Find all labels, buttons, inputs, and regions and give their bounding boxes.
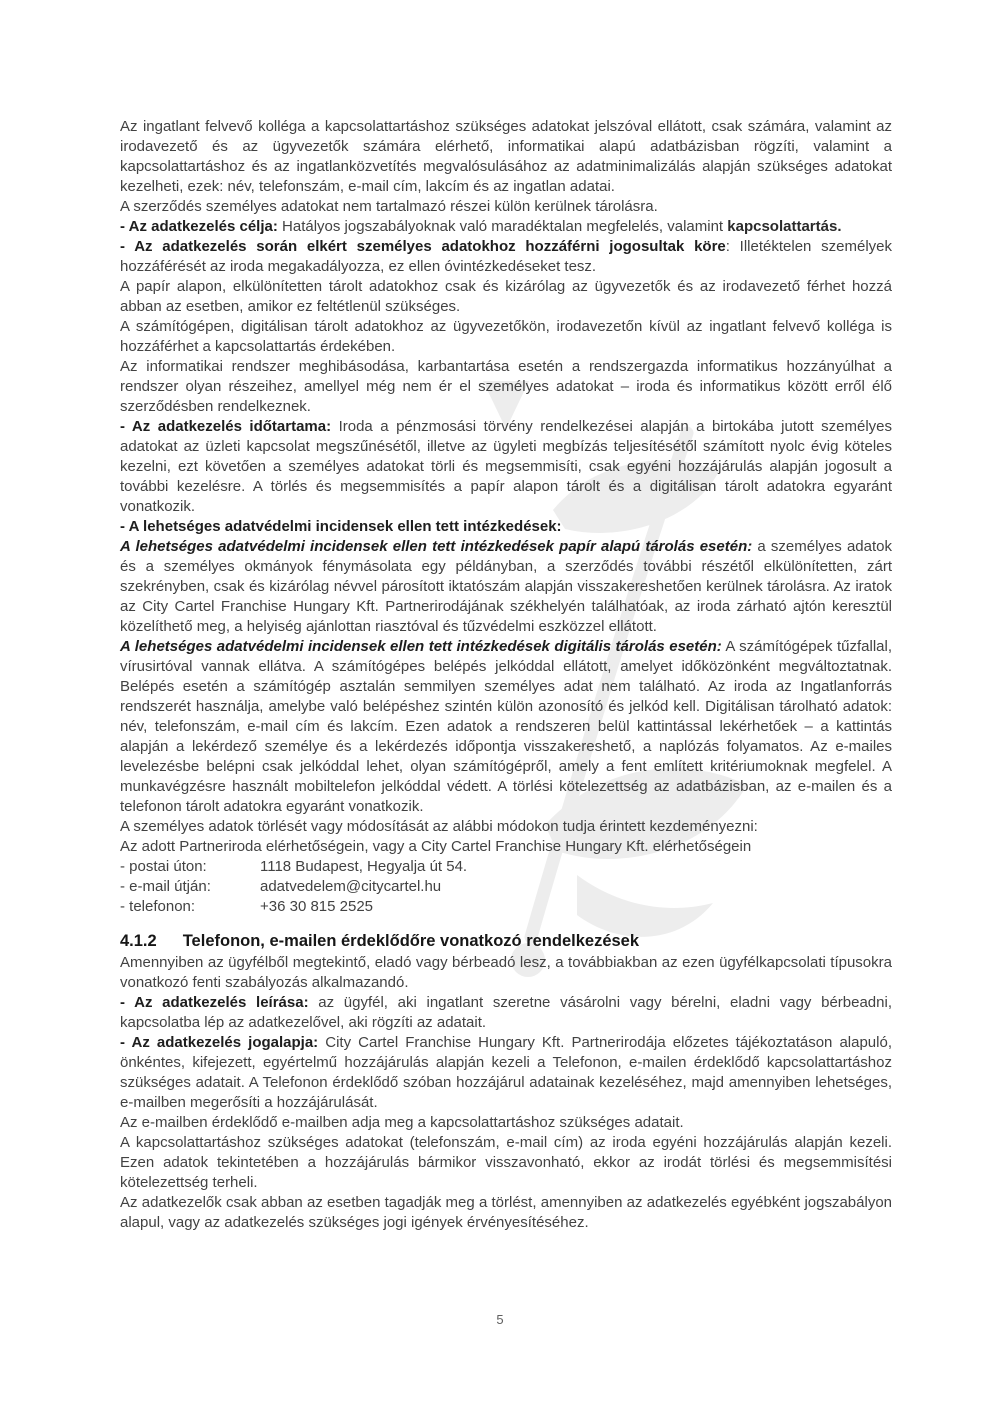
email-address: adatvedelem@citycartel.hu xyxy=(260,878,442,895)
paragraph xyxy=(120,117,892,197)
contact-row-email xyxy=(120,877,892,897)
section-title: Telefonon, e-mailen érdeklődőre vonatkozó rendelkezések xyxy=(182,932,640,950)
contact-row-postal xyxy=(120,857,892,877)
paragraph xyxy=(120,1113,892,1133)
paragraph-text: Az adott Partneriroda elérhetőségein, vagy a City Cartel Franchise Hungary Kft. elérhetőségein xyxy=(120,838,752,855)
phone-number: +36 30 815 2525 xyxy=(260,898,374,915)
paragraph-text: Iroda a pénzmosási törvény rendelkezései alapján a birtokába jutott személyes adatokat az üzleti kapcsolat megszűnésétől, illetve az ügyleti megbízás teljesítésétől számított nyolc évig köteles kezelni, ezt követően a személyes adatokat törli és megsemmisíti, csak egyéni hozzájárulás alapján jogosult a további kezelésre. A törlés és megsemmisítés a papír alapon tárolt és a digitálisan tárolt adatokra egyaránt vonatkozik. xyxy=(120,418,892,515)
paragraph-text: A papír alapon, elkülönítetten tárolt adatokhoz csak és kizárólag az ügyvezetők és az irodavezető férhet hozzá abban az esetben, amikor ez feltétlenül szükséges. xyxy=(120,278,892,315)
paragraph xyxy=(120,837,892,857)
contact-row-phone xyxy=(120,897,892,917)
paragraph xyxy=(120,637,892,817)
paragraph-text: a személyes adatok és a személyes okmányok fénymásolata egy példányban, a szerződés további részétől elkülönítetten, zárt szekrényben, csak és kizárólag névvel párosított iktatószám alapján visszakereshetően kerülnek tárolásra. Az iratok az City Cartel Franchise Hungary Kft. Partnerirodájának székhelyén találhatóak, az iroda zárható ajtón keresztül közelíthető meg, a helyiség ajánlottan riasztóval és tűzvédelmi eszközzel ellátott. xyxy=(120,538,892,635)
paragraph xyxy=(120,537,892,637)
paragraph-text: City Cartel Franchise Hungary Kft. Partnerirodája előzetes tájékoztatáson alapuló, önkéntes, kifejezett, egyértelmű hozzájárulás alapján kezeli a Telefonon, e-mailen érdeklődő kapcsolattartáshoz szükséges adatait. A Telefonon érdeklődő szóban hozzájárul adatainak kezeléséhez, majd amennyiben lehetséges, e-mailben megerősíti a hozzájárulását. xyxy=(120,1034,892,1111)
contact-list xyxy=(120,857,892,917)
paragraph-text: Az adatkezelők csak abban az esetben tagadják meg a törlést, amennyiben az adatkezelés egyébként jogszabályon alapul, vagy az adatkezelés szükséges jogi igények érvényesítéséhez. xyxy=(120,1194,892,1231)
paragraph-lead: - Az adatkezelés időtartama: xyxy=(120,418,332,435)
postal-address: 1118 Budapest, Hegyalja út 54. xyxy=(260,858,468,875)
paragraph-emphasis: kapcsolattartás. xyxy=(727,218,842,235)
paragraph xyxy=(120,357,892,417)
paragraph xyxy=(120,277,892,317)
paragraph-lead: - Az adatkezelés jogalapja: xyxy=(120,1034,319,1051)
paragraph-text: Az e-mailben érdeklődő e-mailben adja meg a kapcsolattartáshoz szükséges adatait. xyxy=(120,1114,684,1131)
contact-label: - telefonon: xyxy=(120,898,196,915)
paragraph xyxy=(120,517,892,537)
paragraph xyxy=(120,217,892,237)
paragraph xyxy=(120,1033,892,1113)
document-body xyxy=(120,117,892,1233)
paragraph xyxy=(120,317,892,357)
paragraph xyxy=(120,993,892,1033)
paragraph-text: Az ingatlant felvevő kolléga a kapcsolattartáshoz szükséges adatokat jelszóval ellátott, csak számára, valamint az irodavezető és az ügyvezetők számára elérhető, informatikai alapú adatbázisban rögzíti, valamint a kapcsolattartáshoz és az ingatlanközvetítés megvalósulásához az adatminimalizálás alapján szükséges adatokat kezelheti, ezek: név, telefonszám, e-mail cím, lakcím és az ingatlan adatai. xyxy=(120,118,892,195)
paragraph-text: : Illetéktelen személyek hozzáférését az iroda megakadályozza, ez ellen óvintézkedéseket tesz. xyxy=(120,238,892,275)
paragraph-text: A személyes adatok törlését vagy módosítását az alábbi módokon tudja érintett kezdeményezni: xyxy=(120,818,758,835)
section-heading-4-1-2 xyxy=(120,930,892,952)
contact-label: - postai úton: xyxy=(120,858,207,875)
paragraph-lead: - Az adatkezelés során elkért személyes adatokhoz hozzáférni jogosultak köre xyxy=(120,238,726,255)
paragraph-lead: - A lehetséges adatvédelmi incidensek ellen tett intézkedések: xyxy=(120,518,562,535)
paragraph-text: A számítógépek tűzfallal, vírusirtóval vannak ellátva. A számítógépes belépés jelkóddal ellátott, amelyet időközönként megváltoztatnak. Belépés esetén a számítógép asztalán semmilyen személyes adat nem található. Az iroda az Ingatlanforrás rendszerét használja, amelybe való belépéshez szintén külön azonosító és jelkód kell. Digitálisan tárolható adatok: név, telefonszám, e-mail cím és lakcím. Ezen adatok a rendszeren belül kattintással lekérhetőek – a kattintás alapján a lekérdező személye és a lekérdezés időpontja visszakereshető, a naplózás folyamatos. Az e-mailes levelezésbe belépni csak jelkóddal lehet, olyan számítógépről, amely a fent említett kritériumoknak megfelel. A munkavégzésre használt mobiltelefon jelkóddal védett. A törlési kötelezettség az adatbázisban, az e-mailen és a telefonon tárolt adatokra egyaránt vonatkozik. xyxy=(120,638,893,815)
paragraph-text: Amennyiben az ügyfélből megtekintő, eladó vagy bérbeadó lesz, a továbbiakban az ezen ügyfélkapcsolati típusokra vonatkozó fenti szabályozás alkalmazandó. xyxy=(120,954,892,991)
paragraph xyxy=(120,197,892,217)
paragraph-lead: A lehetséges adatvédelmi incidensek ellen tett intézkedések digitális tárolás esetén: xyxy=(120,638,722,655)
paragraph-lead: A lehetséges adatvédelmi incidensek ellen tett intézkedések papír alapú tárolás esetén: xyxy=(120,538,753,555)
page-number: 5 xyxy=(496,1312,504,1327)
paragraph xyxy=(120,953,892,993)
paragraph-text: A kapcsolattartáshoz szükséges adatokat (telefonszám, e-mail cím) az iroda egyéni hozzájárulás alapján kezeli. Ezen adatok tekintetében a hozzájárulás bármikor visszavonható, ekkor az irodát törlési és megsemmisítési kötelezettség terheli. xyxy=(120,1134,892,1191)
paragraph xyxy=(120,1133,892,1193)
paragraph-text: A szerződés személyes adatokat nem tartalmazó részei külön kerülnek tárolásra. xyxy=(120,198,658,215)
paragraph xyxy=(120,1193,892,1233)
paragraph xyxy=(120,237,892,277)
paragraph-text: Hatályos jogszabályoknak való maradéktalan megfelelés, valamint xyxy=(277,218,728,235)
paragraph-lead: - Az adatkezelés leírása: xyxy=(120,994,309,1011)
paragraph-text: az ügyfél, aki ingatlant szeretne vásárolni vagy bérelni, eladni vagy bérbeadni, kapcsolatba lép az adatkezelővel, aki rögzíti az adatait. xyxy=(120,994,892,1031)
paragraph-text: Az informatikai rendszer meghibásodása, karbantartása esetén a rendszergazda informatikus hozzányúlhat a rendszer olyan részeihez, amellyel még nem ér el személyes adatokat – iroda és informatikus között erről élő szerződésben rendelkeznek. xyxy=(120,358,892,415)
paragraph-lead: - Az adatkezelés célja: xyxy=(120,218,278,235)
contact-label: - e-mail útján: xyxy=(120,878,211,895)
section-number: 4.1.2 xyxy=(120,932,157,950)
paragraph xyxy=(120,817,892,837)
paragraph-text: A számítógépen, digitálisan tárolt adatokhoz az ügyvezetőkön, irodavezetőn kívül az ingatlant felvevő kolléga is hozzáférhet a kapcsolattartás érdekében. xyxy=(120,318,892,355)
paragraph xyxy=(120,417,892,517)
